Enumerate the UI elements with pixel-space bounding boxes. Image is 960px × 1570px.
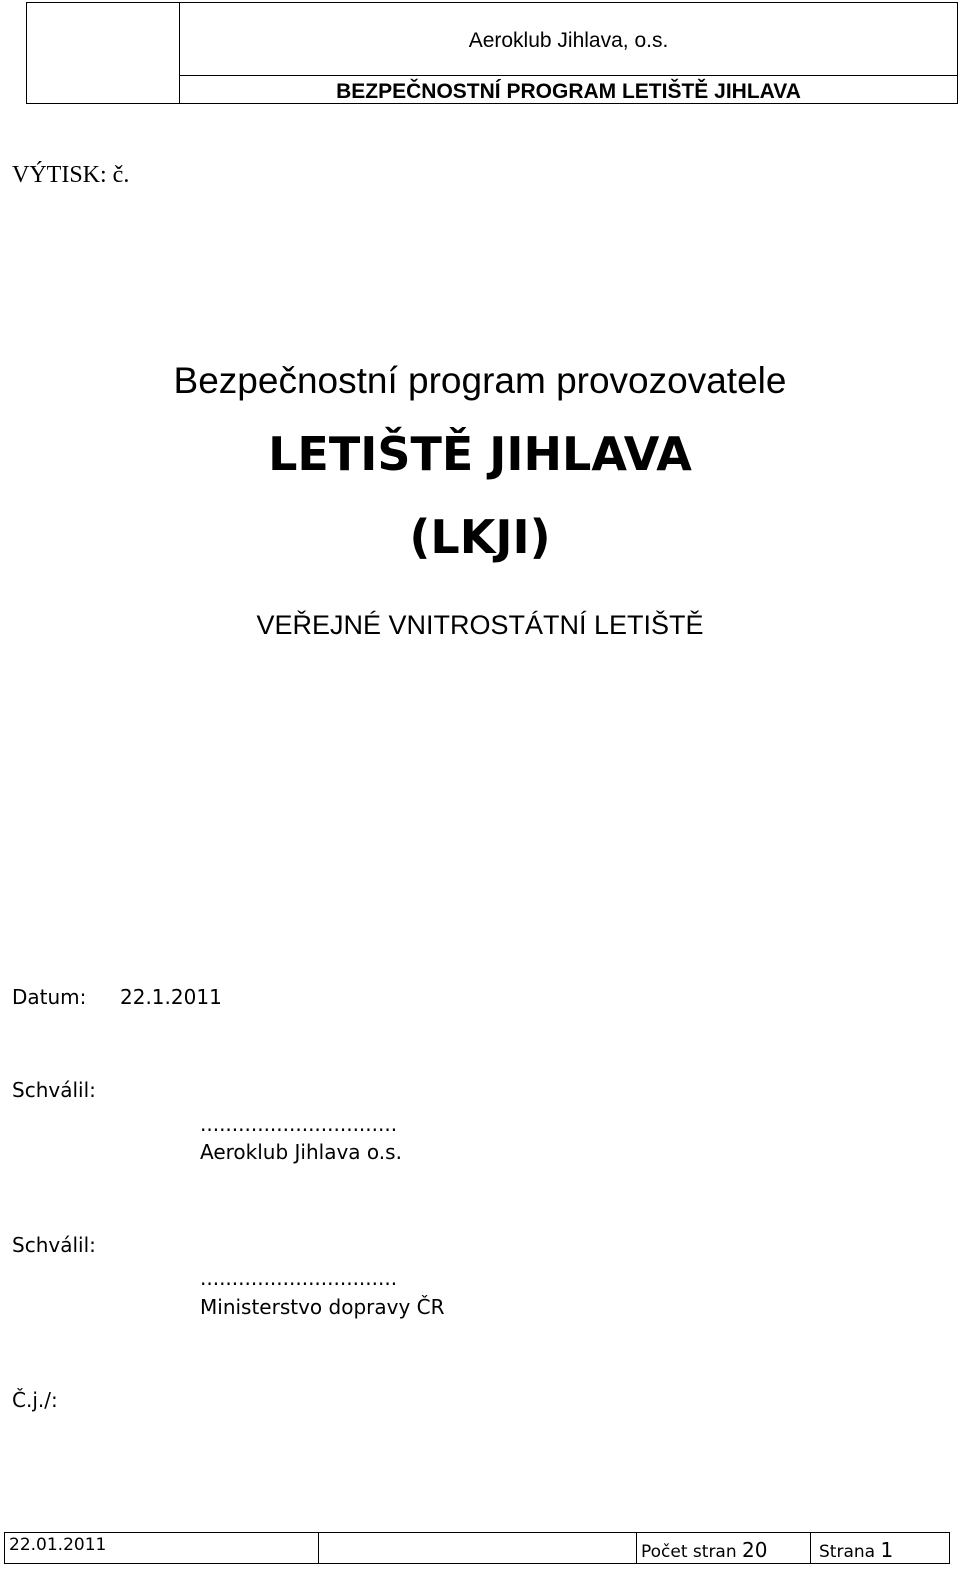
copy-number-label: VÝTISK: č. bbox=[12, 162, 130, 188]
header-table bbox=[26, 2, 958, 104]
header-organization: Aeroklub Jihlava, o.s. bbox=[180, 3, 957, 76]
footer-page-count bbox=[637, 1533, 811, 1563]
document-title-line1: Bezpečnostní program provozovatele bbox=[173, 360, 787, 401]
footer-empty-cell bbox=[319, 1533, 637, 1563]
header-program-title: BEZPEČNOSTNÍ PROGRAM LETIŠTĚ JIHLAVA bbox=[336, 80, 801, 103]
approval-label: Schválil: bbox=[12, 1233, 96, 1257]
document-title-line3: (LKJI) bbox=[409, 510, 551, 564]
datum-value: 22.1.2011 bbox=[120, 985, 222, 1009]
reference-number-label: Č.j./: bbox=[12, 1388, 58, 1412]
signature-line: ............................... bbox=[200, 1266, 398, 1290]
document-title-line4: VEŘEJNÉ VNITROSTÁTNÍ LETIŠTĚ bbox=[256, 610, 704, 640]
datum-label: Datum: bbox=[12, 985, 87, 1009]
signature-line: ............................... bbox=[200, 1112, 398, 1136]
page-number-value: 1 bbox=[880, 1538, 894, 1562]
page-count-label: Počet stran bbox=[641, 1542, 737, 1562]
footer-page-number bbox=[811, 1533, 949, 1563]
page-number-label: Strana bbox=[819, 1542, 876, 1562]
approval-organization: Aeroklub Jihlava o.s. bbox=[200, 1140, 402, 1164]
document-title-line2: LETIŠTĚ JIHLAVA bbox=[268, 427, 692, 481]
page-count-value: 20 bbox=[742, 1538, 768, 1562]
footer-table bbox=[4, 1532, 950, 1564]
approval-label: Schválil: bbox=[12, 1078, 96, 1102]
footer-date: 22.01.2011 bbox=[5, 1533, 319, 1563]
header-logo-cell bbox=[27, 3, 180, 103]
approval-organization: Ministerstvo dopravy ČR bbox=[200, 1295, 445, 1319]
